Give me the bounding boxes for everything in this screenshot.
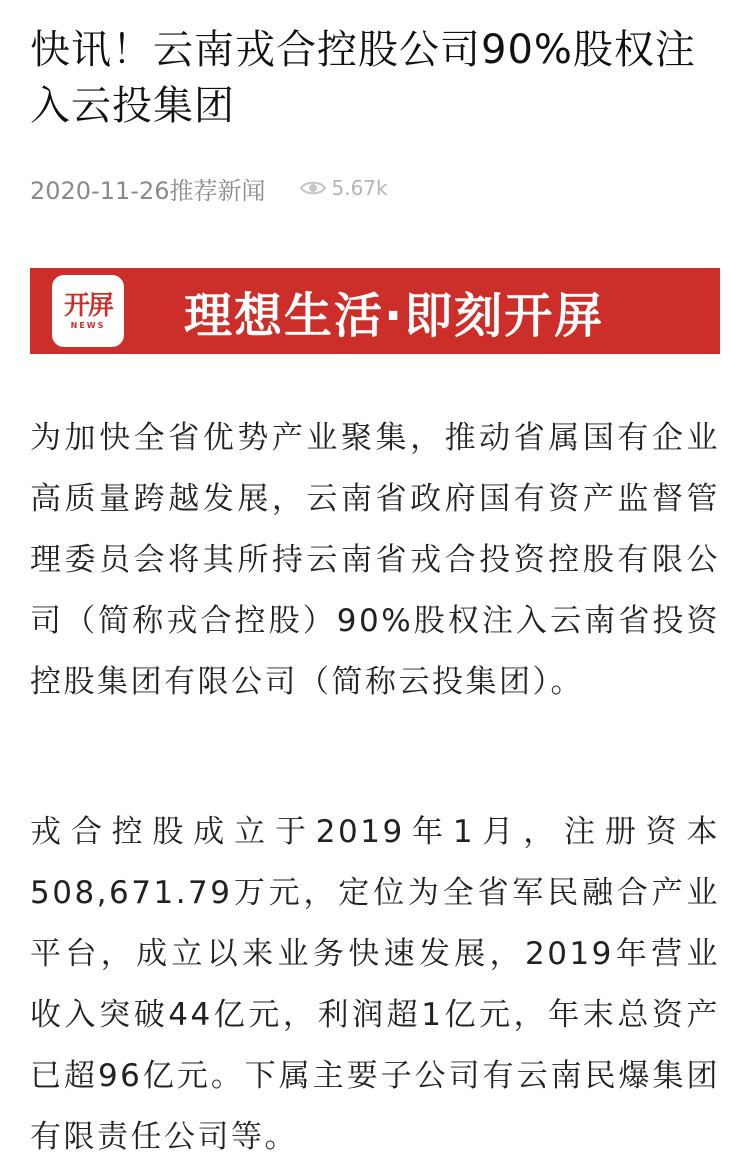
logo-text: 开屏 [63, 291, 112, 321]
logo-subtext: NEWS [70, 321, 106, 330]
view-count-value: 5.67k [331, 176, 388, 200]
kaiping-banner[interactable] [30, 268, 720, 354]
kaiping-news-logo [52, 275, 124, 347]
article-date-source: 2020-11-26推荐新闻 [30, 176, 266, 205]
article-paragraph: 为加快全省优势产业聚集，推动省属国有企业高质量跨越发展，云南省政府国有资产监督管理委员会将其所持云南省戎合投资控股有限公司（简称戎合控股）90%股权注入云南省投资控股集团有限公司（简称云投集团）。 [30, 420, 720, 700]
view-count [299, 176, 387, 200]
eye-icon [299, 179, 327, 197]
article-paragraph: 戎合控股成立于2019年1月，注册资本508,671.79万元，定位为全省军民融合产业平台，成立以来业务快速发展，2019年营业收入突破44亿元，利润超1亿元，年末总资产已超96亿元。下属主要子公司有云南民爆集团有限责任公司等。 [30, 814, 720, 1155]
banner-slogan: 理想生活·即刻开屏 [184, 287, 605, 344]
article-meta [30, 168, 388, 208]
article-title: 快讯！云南戎合控股公司90%股权注入云投集团 [30, 27, 696, 129]
